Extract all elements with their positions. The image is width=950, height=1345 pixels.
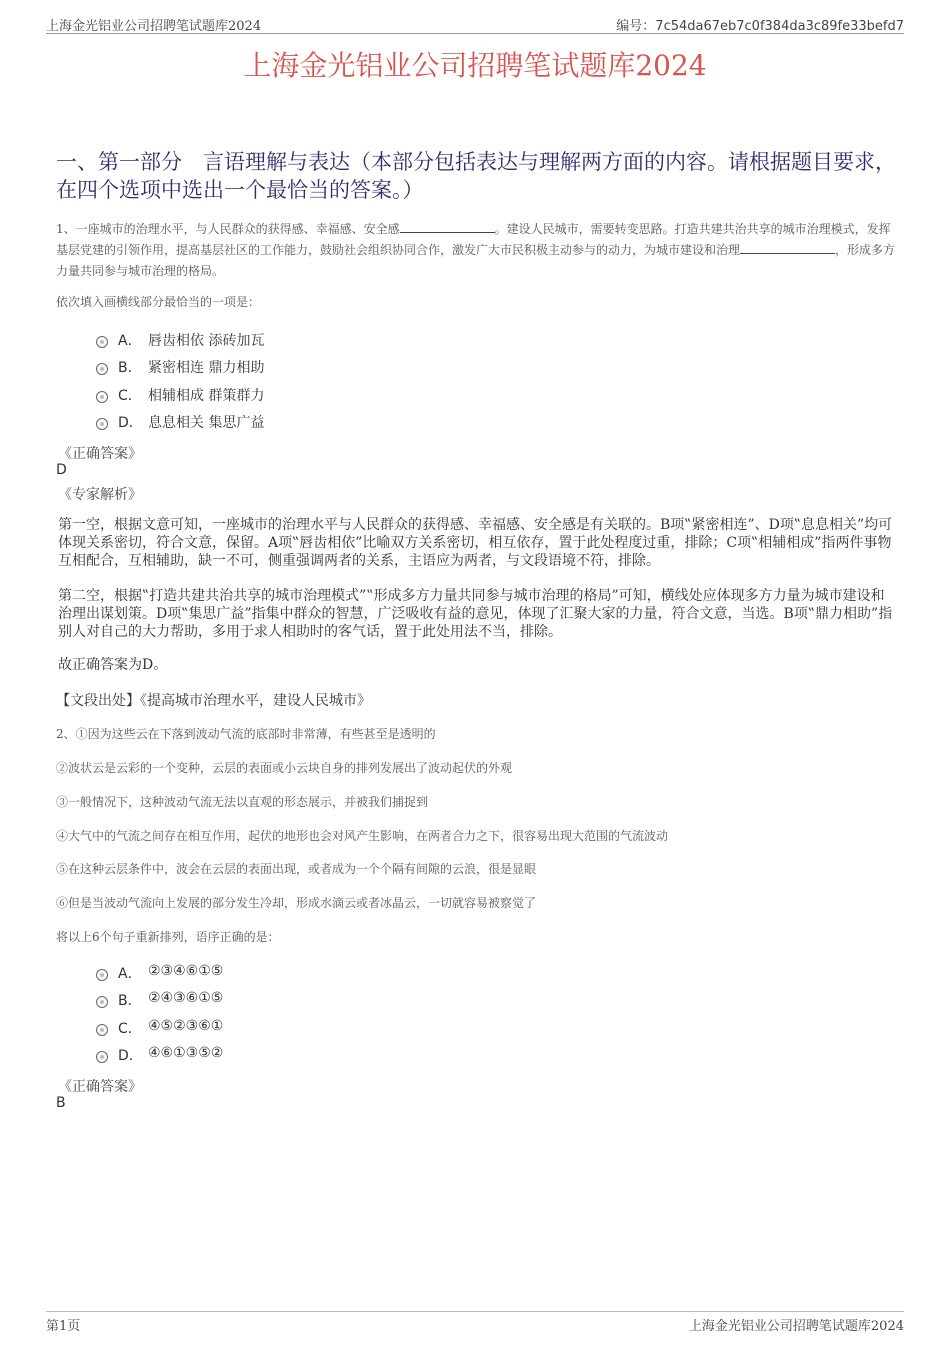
option-letter: D． (118, 415, 143, 431)
header-number-label: 编号： (616, 19, 656, 34)
option-letter: C． (118, 388, 142, 404)
question-2-prompt: 将以上6个句子重新排列，语序正确的是： (56, 930, 280, 944)
option-letter: C． (118, 1021, 142, 1037)
fill-blank-1 (400, 220, 495, 233)
option-text: 紧密相连 鼎力相助 (148, 360, 265, 376)
q1-source: 【文段出处】《提高城市治理水平，建设人民城市》 (56, 693, 371, 709)
header-doc-number (616, 15, 904, 34)
q2-sentence-1: 2、①因为这些云在下落到波动气流的底部时非常薄，有些甚至是透明的 (56, 727, 436, 741)
q1-answer: D (56, 462, 67, 478)
section-heading: 一、第一部分 言语理解与表达（本部分包括表达与理解两方面的内容。请根据题目要求，在四个选项中选出一个最恰当的答案。） (56, 150, 896, 202)
option-text: 唇齿相依 添砖加瓦 (148, 333, 265, 349)
option-text: ④⑤②③⑥① (148, 1018, 224, 1034)
q2-sentence-3: ③一般情况下，这种波动气流无法以直观的形态展示，并被我们捕捉到 (56, 795, 429, 809)
question-1-text (56, 219, 896, 282)
footer-doc-title: 上海金光铝业公司招聘笔试题库2024 (688, 1319, 904, 1334)
question-1-text-part-c: ，形成多方力量共同参与城市治理的格局。 (56, 243, 896, 278)
radio-icon[interactable] (96, 996, 108, 1008)
option-letter: B． (118, 360, 142, 376)
q1-analysis-label: 《专家解析》 (58, 487, 142, 503)
q1-analysis-conclusion: 故正确答案为D。 (58, 657, 168, 673)
question-1-text-part-b: 。建设人民城市，需要转变思路。打造共建共治共享的城市治理模式，发挥基层党建的引领作用，提高基层社区的工作能力，鼓励社会组织协同合作，激发广大市民积极主动参与的动力，为城市建设和治理 (56, 222, 891, 257)
option-letter: D． (118, 1048, 143, 1064)
fill-blank-2 (740, 241, 835, 254)
radio-icon[interactable] (96, 418, 108, 430)
option-text: 相辅相成 群策群力 (148, 388, 265, 404)
q2-sentence-6: ⑥但是当波动气流向上发展的部分发生冷却，形成水滴云或者冰晶云，一切就容易被察觉了 (56, 896, 537, 910)
q2-answer: B (56, 1095, 66, 1111)
page-header (46, 14, 904, 34)
q2-sentence-4: ④大气中的气流之间存在相互作用，起伏的地形也会对风产生影响，在两者合力之下，很容易出现大范围的气流波动 (56, 829, 669, 843)
question-1-prompt: 依次填入画横线部分最恰当的一项是： (56, 295, 261, 309)
radio-icon[interactable] (96, 336, 108, 348)
header-number-code: 7c54da67eb7c0f384da3c89fe33befd7 (655, 19, 904, 34)
q2-sentence-2: ②波状云是云彩的一个变种，云层的表面或小云块自身的排列发展出了波动起伏的外观 (56, 761, 513, 775)
radio-icon[interactable] (96, 391, 108, 403)
radio-icon[interactable] (96, 969, 108, 981)
page-footer (46, 1311, 904, 1334)
option-text: ②④③⑥①⑤ (148, 990, 224, 1006)
option-letter: B． (118, 993, 142, 1009)
option-text: 息息相关 集思广益 (148, 415, 265, 431)
radio-icon[interactable] (96, 363, 108, 375)
header-doc-title: 上海金光铝业公司招聘笔试题库2024 (46, 19, 262, 34)
radio-icon[interactable] (96, 1024, 108, 1036)
option-letter: A． (118, 333, 142, 349)
q1-analysis-paragraph-1: 第一空，根据文意可知，一座城市的治理水平与人民群众的获得感、幸福感、安全感是有关联的。B项‟紧密相连”、D项‟息息相关”均可体现关系密切，符合文意，保留。A项‟唇齿相依”比喻双方关系密切，相互依存，置于此处程度过重，排除；C项‟相辅相成”指两件事物互相配合，互相辅助，缺一不可，侧重强调两者的关系，主语应为两者，与文段语境不符，排除。 (58, 517, 893, 569)
option-text: ④⑥①③⑤② (148, 1045, 224, 1061)
question-1-text-part-a: 1、一座城市的治理水平，与人民群众的获得感、幸福感、安全感 (56, 222, 400, 236)
page-title: 上海金光铝业公司招聘笔试题库2024 (243, 49, 707, 82)
q1-analysis-paragraph-2: 第二空，根据‟打造共建共治共享的城市治理模式”‟形成多方力量共同参与城市治理的格局”可知，横线处应体现多方力量为城市建设和治理出谋划策。D项‟集思广益”指集中群众的智慧，广泛吸收有益的意见，体现了汇聚大家的力量，符合文意，当选。B项‟鼎力相助”指别人对自己的大力帮助，多用于求人相助时的客气话，置于此处用法不当，排除。 (58, 588, 893, 640)
radio-icon[interactable] (96, 1051, 108, 1063)
q2-sentence-5: ⑤在这种云层条件中，波会在云层的表面出现，或者成为一个个隔有间隙的云浪，很是显眼 (56, 862, 537, 876)
footer-page-number: 第1页 (46, 1319, 81, 1334)
option-letter: A． (118, 966, 142, 982)
option-text: ②③④⑥①⑤ (148, 963, 224, 979)
q2-answer-label: 《正确答案》 (58, 1079, 142, 1095)
q1-answer-label: 《正确答案》 (58, 446, 142, 462)
